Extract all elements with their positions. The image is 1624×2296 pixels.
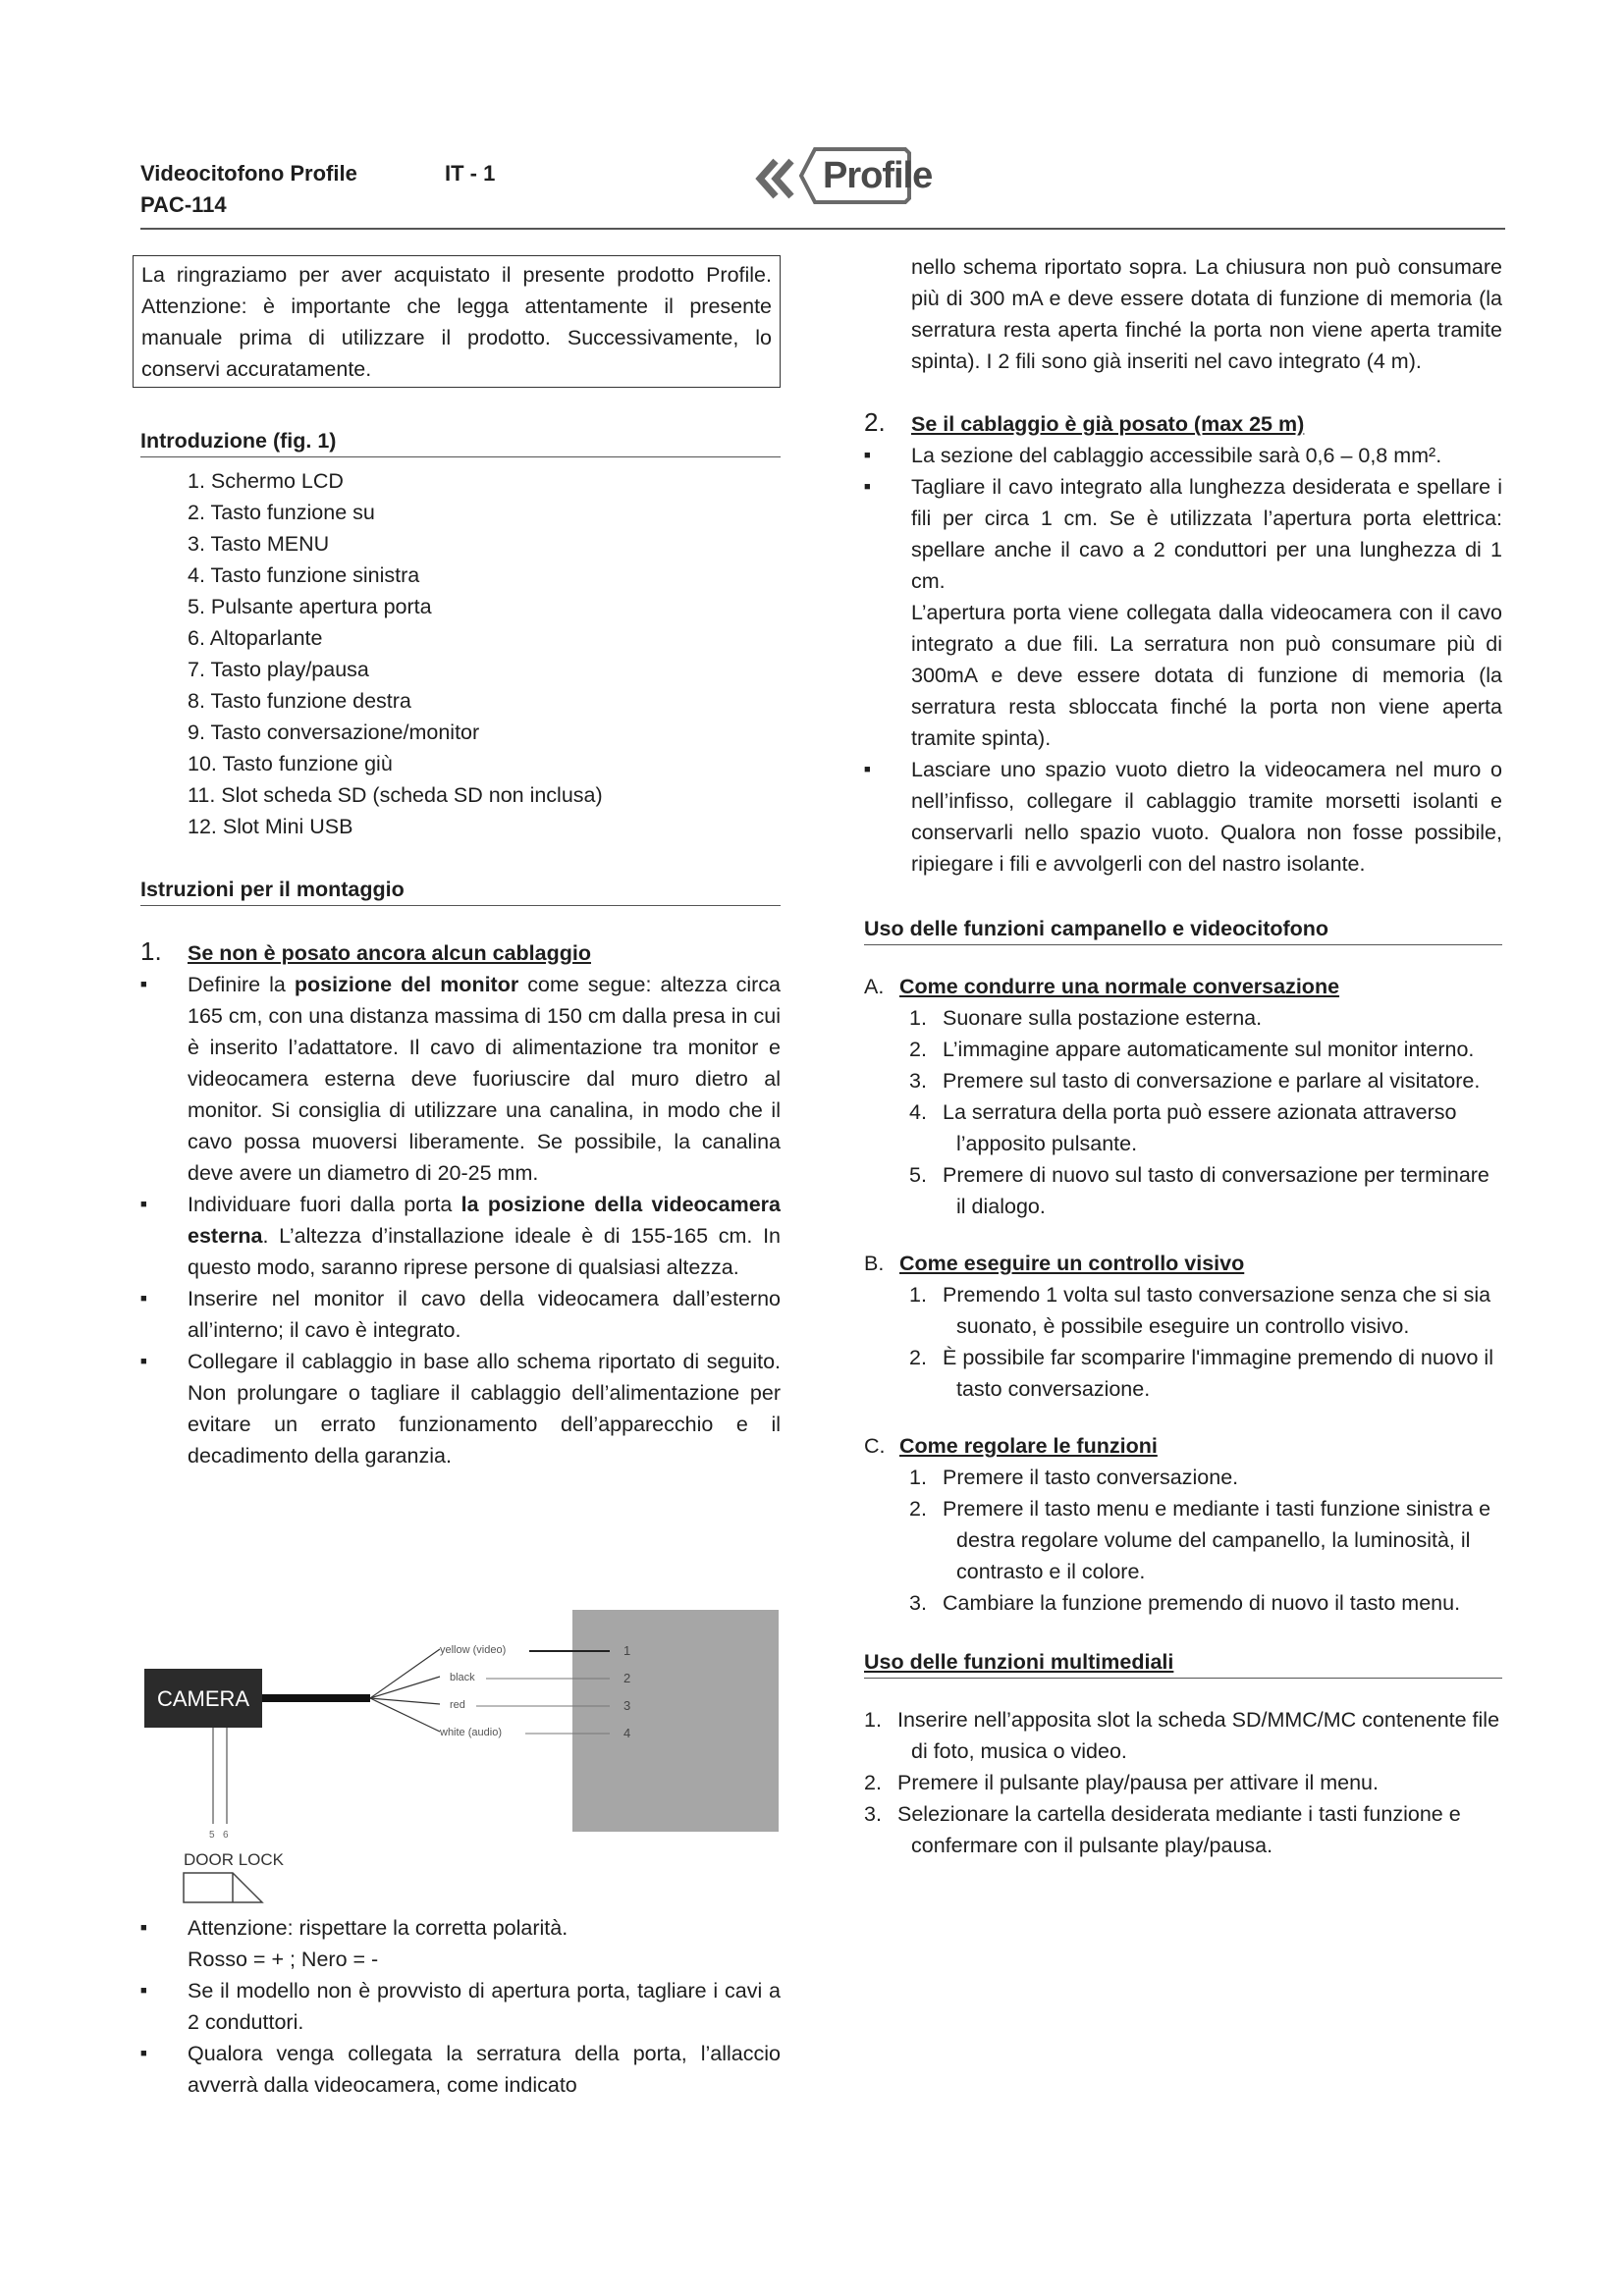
list-item: 2. Premere il tasto menu e mediante i tasti funzione sinistra e destra regolare volume del campanello, la luminosità, il contrasto e il colore. bbox=[909, 1497, 1491, 1583]
wire-label-yellow: yellow (video) bbox=[440, 1644, 507, 1656]
bold-text: la posizione della videocamera esterna bbox=[188, 1193, 781, 1248]
bullet-cut-cable bbox=[864, 471, 1502, 754]
subsection-heading-2 bbox=[864, 406, 1502, 440]
bold-text: posizione del monitor bbox=[294, 973, 519, 996]
bullet-no-door-opener: ■ Se il modello non è provvisto di apertura porta, tagliare i cavi a 2 conduttori. bbox=[140, 1975, 781, 2038]
lock-pin-5: 5 bbox=[209, 1830, 215, 1841]
page-number: IT - 1 bbox=[445, 161, 496, 186]
list-item: 1. Suonare sulla postazione esterna. bbox=[909, 1006, 1263, 1030]
visual-check-steps bbox=[864, 1279, 1502, 1405]
parts-list bbox=[140, 465, 781, 842]
page-header bbox=[140, 157, 1505, 230]
section-heading-introduzione: Introduzione (fig. 1) bbox=[140, 425, 781, 457]
settings-steps bbox=[864, 1462, 1502, 1619]
subsection-number: 1. bbox=[140, 936, 162, 966]
monitor-panel bbox=[572, 1610, 779, 1832]
camera-cable bbox=[262, 1694, 370, 1702]
list-item: 12. Slot Mini USB bbox=[188, 815, 353, 838]
conversation-steps bbox=[864, 1002, 1502, 1222]
bullet-cable-section: ■ La sezione del cablaggio accessibile sarà 0,6 – 0,8 mm². bbox=[864, 440, 1502, 471]
bullet-monitor-position bbox=[140, 969, 781, 1189]
intro-notice-box: La ringraziamo per aver acquistato il presente prodotto Profile. Attenzione: è importante che legga attentamente il presente manuale prima di utilizzare il prodotto. Successivamente, lo conservi accuratamente. bbox=[133, 255, 781, 388]
list-item: 2. È possibile far scomparire l'immagine premendo di nuovo il tasto conversazione. bbox=[909, 1346, 1493, 1401]
subsection-b bbox=[864, 1248, 1502, 1279]
section-heading-funzioni: Uso delle funzioni campanello e videocitofono bbox=[864, 913, 1502, 945]
subsection-number: 2. bbox=[864, 407, 886, 437]
document-title: Videocitofono Profile bbox=[140, 161, 357, 186]
list-item: 4. Tasto funzione sinistra bbox=[188, 563, 420, 587]
door-lock-label: DOOR LOCK bbox=[184, 1850, 285, 1869]
door-lock-icon bbox=[184, 1873, 262, 1902]
bullet-door-lock: ■ Qualora venga collegata la serratura della porta, l’allaccio avverrà dalla videocamera, come indicato bbox=[140, 2038, 781, 2101]
left-column bbox=[140, 255, 781, 1471]
list-item: 2. Premere il pulsante play/pausa per attivare il menu. bbox=[864, 1771, 1379, 1794]
subsection-title: Come regolare le funzioni bbox=[899, 1434, 1158, 1458]
bullet-polarity bbox=[140, 1912, 781, 1975]
text: L’apertura porta viene collegata dalla videocamera con il cavo integrato a due fili. La serratura non può consumare più di 300mA e deve essere dotata di funzione di memoria (la serratura resta sbloccata finché la porta non viene aperta tramite spinta). bbox=[911, 601, 1502, 750]
text: come segue: altezza circa 165 cm, con una distanza massima di 150 cm dalla presa in cui è inserito l’adattatore. Il cavo di alimentazione tra monitor e videocamera esterna deve fuoriuscire dal muro dietro al monitor. Si consiglia di utilizzare una canalina, in modo che il cavo possa muoversi liberamente. Se possibile, la canalina deve avere un diametro di 20-25 mm. bbox=[188, 973, 782, 1185]
wire-label-white: white (audio) bbox=[440, 1727, 502, 1738]
list-item: 1. Premere il tasto conversazione. bbox=[909, 1466, 1239, 1489]
text: ■ Tagliare il cavo integrato alla lunghezza desiderata e spellare i fili per circa 1 cm. Se è utilizzata l’apertura porta elettrica: spellare anche il cavo a 2 conduttori per una lunghezza di 1 cm. bbox=[911, 475, 1502, 593]
list-item: 3. Tasto MENU bbox=[188, 532, 330, 556]
multimedia-steps bbox=[864, 1704, 1502, 1861]
list-item: 3. Selezionare la cartella desiderata mediante i tasti funzione e confermare con il pulsante play/pausa. bbox=[864, 1802, 1461, 1857]
subsection-a bbox=[864, 971, 1502, 1002]
bullet-camera-position bbox=[140, 1189, 781, 1283]
right-column bbox=[864, 251, 1502, 1861]
terminal-4: 4 bbox=[623, 1726, 631, 1740]
terminal-2: 2 bbox=[623, 1671, 631, 1685]
wiring-diagram bbox=[140, 1610, 779, 1914]
subsection-title: Come eseguire un controllo visivo bbox=[899, 1252, 1245, 1275]
bullet-insert-cable: ■ Inserire nel monitor il cavo della videocamera dall’esterno all’interno; il cavo è integrato. bbox=[140, 1283, 781, 1346]
camera-label: CAMERA bbox=[156, 1686, 250, 1711]
terminal-1: 1 bbox=[623, 1643, 631, 1658]
list-item: 11. Slot scheda SD (scheda SD non inclusa) bbox=[188, 783, 603, 807]
list-item: 5. Pulsante apertura porta bbox=[188, 595, 432, 618]
door-lock-continuation: nello schema riportato sopra. La chiusura non può consumare più di 300 mA e deve essere dotata di funzione di memoria (la serratura resta aperta finché la porta non viene aperta tramite spinta). I 2 fili sono già inseriti nel cavo integrato (4 m). bbox=[911, 255, 1502, 373]
list-item: 3. Cambiare la funzione premendo di nuovo il tasto menu. bbox=[909, 1591, 1461, 1615]
list-item: 1. Inserire nell’apposita slot la scheda SD/MMC/MC contenente file di foto, musica o video. bbox=[864, 1708, 1500, 1763]
list-item: 2. Tasto funzione su bbox=[188, 501, 375, 524]
subsection-letter: B. bbox=[864, 1252, 885, 1275]
wire-label-red: red bbox=[450, 1699, 465, 1711]
logo-text: Profile bbox=[823, 155, 933, 196]
list-item: 1. Schermo LCD bbox=[188, 469, 344, 493]
subsection-title: Come condurre una normale conversazione bbox=[899, 975, 1340, 998]
left-column-bottom bbox=[140, 1912, 781, 2101]
wiring-diagram-svg bbox=[140, 1610, 779, 1914]
subsection-c bbox=[864, 1430, 1502, 1462]
list-item: 2. L’immagine appare automaticamente sul monitor interno. bbox=[909, 1038, 1475, 1061]
section-heading-montaggio: Istruzioni per il montaggio bbox=[140, 874, 781, 906]
lock-pin-6: 6 bbox=[223, 1830, 229, 1841]
subsection-letter: A. bbox=[864, 975, 885, 998]
bullet-empty-space: ■ Lasciare uno spazio vuoto dietro la videocamera nel muro o nell’infisso, collegare il cablaggio tramite morsetti isolanti e conservarli nello spazio vuoto. Qualora non fosse possibile, ripiegare i fili e avvolgerli con del nastro isolante. bbox=[864, 754, 1502, 880]
profile-logo bbox=[754, 143, 931, 212]
model-code: PAC-114 bbox=[140, 192, 227, 217]
subsection-title: Se il cablaggio è già posato (max 25 m) bbox=[911, 412, 1305, 436]
subsection-title: Se non è posato ancora alcun cablaggio bbox=[188, 941, 591, 965]
subsection-letter: C. bbox=[864, 1434, 886, 1458]
list-item: 7. Tasto play/pausa bbox=[188, 658, 369, 681]
text: . L’altezza d’installazione ideale è di 155-165 cm. In questo modo, saranno riprese persone di qualsiasi altezza. bbox=[188, 1224, 781, 1279]
list-item: 9. Tasto conversazione/monitor bbox=[188, 721, 480, 744]
text: Individuare fuori dalla porta bbox=[188, 1193, 461, 1216]
list-item: 3. Premere sul tasto di conversazione e parlare al visitatore. bbox=[909, 1069, 1481, 1093]
subsection-heading-1 bbox=[140, 935, 781, 969]
text: Definire la bbox=[188, 973, 295, 996]
list-item: 1. Premendo 1 volta sul tasto conversazione senza che si sia suonato, è possibile eseguire un controllo visivo. bbox=[909, 1283, 1491, 1338]
bullet-connect-wiring: ■ Collegare il cablaggio in base allo schema riportato di seguito. Non prolungare o tagliare il cablaggio dell’alimentazione per evitare un errato funzionamento dell’apparecchio e il decadimento della garanzia. bbox=[140, 1346, 781, 1471]
list-item: 8. Tasto funzione destra bbox=[188, 689, 411, 713]
section-heading-multimedia: Uso delle funzioni multimediali bbox=[864, 1646, 1502, 1679]
list-item: 5. Premere di nuovo sul tasto di conversazione per terminare il dialogo. bbox=[909, 1163, 1489, 1218]
list-item: 6. Altoparlante bbox=[188, 626, 323, 650]
wire-label-black: black bbox=[450, 1672, 475, 1683]
list-item: 4. La serratura della porta può essere azionata attraverso l’apposito pulsante. bbox=[909, 1100, 1457, 1155]
terminal-3: 3 bbox=[623, 1698, 631, 1713]
list-item: 10. Tasto funzione giù bbox=[188, 752, 393, 775]
text: ■ Attenzione: rispettare la corretta polarità. bbox=[188, 1916, 568, 1940]
text: Rosso = + ; Nero = - bbox=[188, 1948, 379, 1971]
